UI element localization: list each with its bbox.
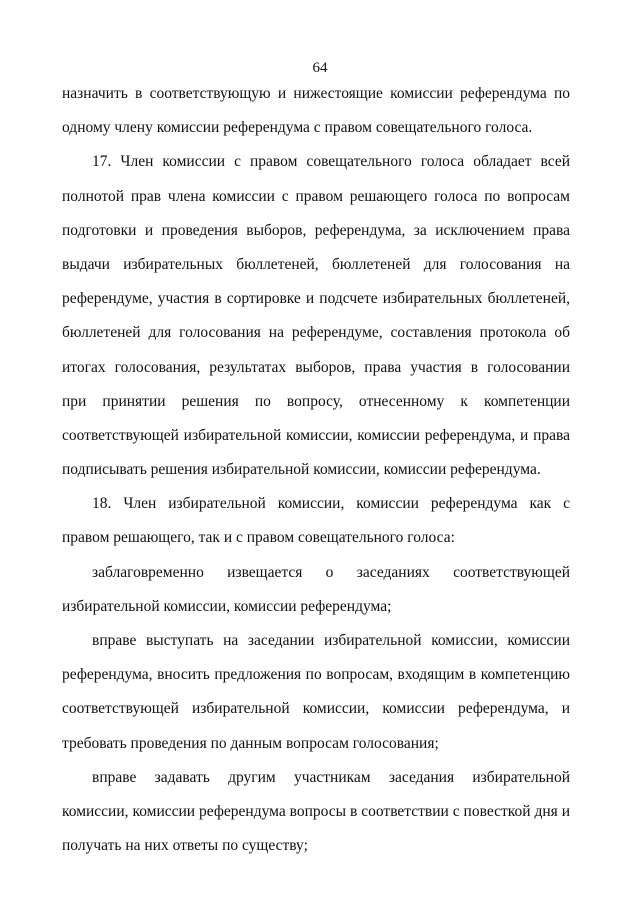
page-number: 64	[312, 60, 328, 76]
text-line: 18. Член избирательной комиссии, комиссии референдума как с	[92, 495, 570, 513]
text-line: подготовки и проведения выборов, референдума, за исключением права	[62, 221, 570, 239]
text-line: назначить в соответствующую и нижестоящие комиссии референдума по	[62, 85, 570, 102]
text-line: полнотой прав члена комиссии с правом решающего голоса по вопросам	[62, 187, 570, 205]
text-line: бюллетеней для голосования на референдуме, составления протокола об	[62, 324, 570, 342]
text-line: выдачи избирательных бюллетеней, бюллетеней для голосования на	[62, 255, 570, 273]
text-line: получать на них ответы по существу;	[62, 837, 308, 855]
text-line: соответствующей избирательной комиссии, комиссии референдума, и	[62, 700, 570, 718]
text-line: одному члену комиссии референдума с правом совещательного голоса.	[62, 119, 533, 137]
text-line: вправе выступать на заседании избирательной комиссии, комиссии	[92, 632, 570, 649]
document-body	[62, 77, 570, 863]
text-line: избирательной комиссии, комиссии референдума;	[62, 597, 392, 615]
text-line: правом решающего, так и с правом совещательного голоса:	[62, 529, 455, 547]
text-line: 17. Член комиссии с правом совещательного голоса обладает всей	[92, 153, 570, 171]
text-line: референдума, вносить предложения по вопросам, входящим в компетенцию	[62, 666, 570, 684]
text-line: соответствующей избирательной комиссии, комиссии референдума, и права	[62, 426, 570, 444]
text-line: при принятии решения по вопросу, отнесенному к компетенции	[62, 392, 570, 410]
text-line: итогах голосования, результатах выборов, права участия в голосовании	[62, 358, 570, 376]
text-line: референдуме, участия в сортировке и подсчете избирательных бюллетеней,	[62, 290, 570, 308]
text-line: подписывать решения избирательной комиссии, комиссии референдума.	[62, 461, 541, 479]
text-line: требовать проведения по данным вопросам голосования;	[62, 734, 439, 752]
text-line: вправе задавать другим участникам заседания избирательной	[92, 768, 570, 786]
text-line: заблаговременно извещается о заседаниях соответствующей	[92, 563, 570, 581]
text-line: комиссии, комиссии референдума вопросы в соответствии с повесткой дня и	[62, 802, 570, 820]
